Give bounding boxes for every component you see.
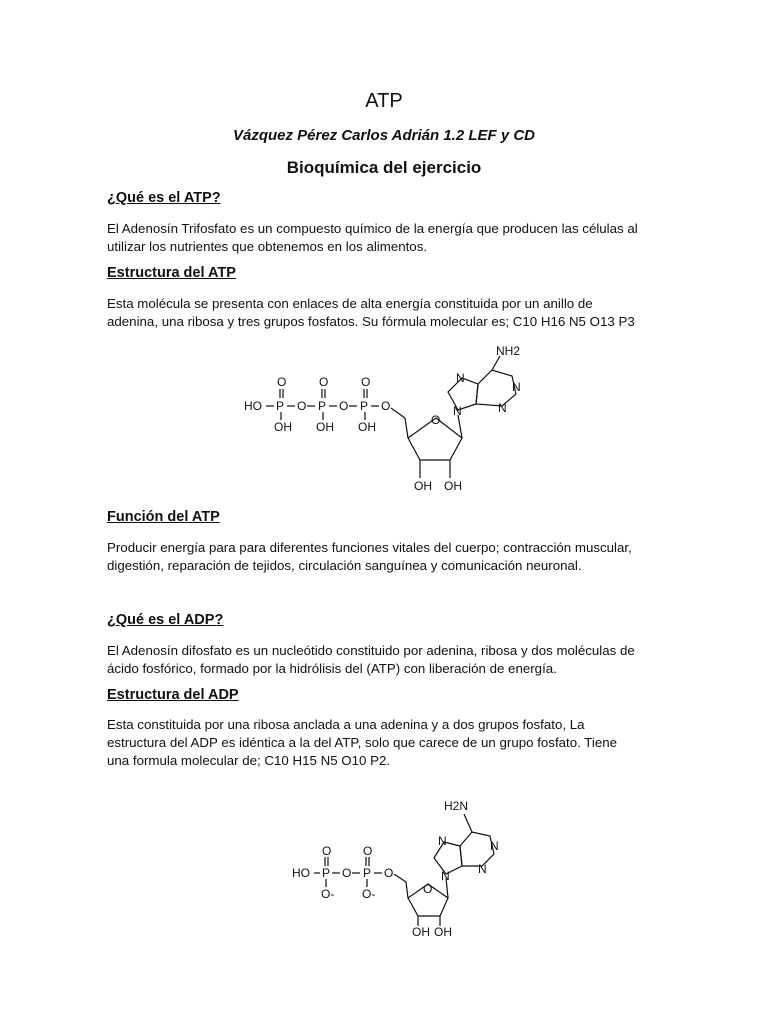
- atp-ring-o-label: O: [431, 413, 441, 427]
- atp-ho-label: HO: [244, 399, 262, 413]
- section-heading-estructura-atp: Estructura del ATP: [107, 265, 236, 281]
- atp-o2-label: O: [319, 375, 329, 389]
- atp-o3-label: O: [361, 375, 371, 389]
- section-paragraph-funcion-atp: [107, 539, 667, 575]
- author-line: Vázquez Pérez Carlos Adrián 1.2 LEF y CD: [232, 127, 536, 144]
- atp-n7-label: N: [456, 371, 465, 385]
- paragraph-line: una formula molecular de; C10 H15 N5 O10 P2.: [107, 753, 391, 768]
- paragraph-line: estructura del ADP es idéntica a la del ATP, solo que carece de un grupo fosfato. Tiene: [107, 735, 618, 750]
- adp-n7-label: N: [438, 834, 447, 848]
- atp-n3-label: N: [498, 401, 507, 415]
- adp-ribose-oh1-label: OH: [412, 925, 430, 939]
- adp-o2-label: O: [363, 844, 373, 858]
- adp-n1-label: N: [490, 839, 499, 853]
- section-heading-estructura-adp: Estructura del ADP: [107, 687, 239, 703]
- adp-h2n-label: H2N: [444, 799, 469, 813]
- atp-structure-diagram: [240, 340, 540, 500]
- paragraph-line: Producir energía para para diferentes funciones vitales del cuerpo; contracción muscular,: [107, 540, 632, 555]
- paragraph-line: digestión, reparación de tejidos, circulación sanguínea y comunicación neuronal.: [107, 558, 582, 573]
- adp-p2-label: P: [363, 866, 372, 880]
- atp-o1-label: O: [277, 375, 287, 389]
- atp-p2-label: P: [318, 399, 327, 413]
- atp-nh2-label: NH2: [496, 344, 521, 358]
- subject-heading: Bioquímica del ejercicio: [286, 158, 482, 177]
- adp-o1-label: O: [322, 844, 332, 858]
- atp-n9-label: N: [453, 404, 462, 418]
- paragraph-line: El Adenosín difosfato es un nucleótido constituido por adenina, ribosa y dos moléculas de: [107, 643, 635, 658]
- atp-p3-label: P: [360, 399, 369, 413]
- adp-structure-diagram: [288, 790, 508, 940]
- atp-oh2-label: OH: [316, 420, 334, 434]
- adp-o-bridge2-label: O: [384, 866, 394, 880]
- document-title: ATP: [365, 90, 403, 112]
- paragraph-line: El Adenosín Trifosfato es un compuesto químico de la energía que producen las células al: [107, 221, 638, 236]
- section-heading-que-es-atp: ¿Qué es el ATP?: [107, 190, 221, 206]
- adp-o-bridge1-label: O: [342, 866, 352, 880]
- atp-ribose-oh1-label: OH: [414, 479, 432, 493]
- atp-o-bridge1-label: O: [297, 399, 307, 413]
- atp-oh3-label: OH: [358, 420, 376, 434]
- atp-ribose-oh2-label: OH: [444, 479, 462, 493]
- section-paragraph-estructura-atp: [107, 295, 667, 331]
- paragraph-line: adenina, una ribosa y tres grupos fosfatos. Su fórmula molecular es; C10 H16 N5 O13 P3: [107, 314, 635, 329]
- adp-o-minus1-label: O-: [321, 887, 335, 901]
- adp-ring-o-label: O: [423, 882, 433, 896]
- section-heading-funcion-atp: Función del ATP: [107, 509, 220, 525]
- paragraph-line: utilizar los nutrientes que obtenemos en los alimentos.: [107, 239, 428, 254]
- section-paragraph-que-es-adp: [107, 642, 667, 678]
- adp-ho-label: HO: [292, 866, 310, 880]
- adp-o-minus2-label: O-: [362, 887, 376, 901]
- adp-p1-label: P: [322, 866, 331, 880]
- adp-n9-label: N: [441, 869, 450, 883]
- paragraph-line: Esta constituida por una ribosa anclada a una adenina y a dos grupos fosfato, La: [107, 717, 585, 732]
- section-heading-que-es-adp: ¿Qué es el ADP?: [107, 612, 224, 628]
- atp-o-bridge3-label: O: [381, 399, 391, 413]
- adp-n3-label: N: [478, 862, 487, 876]
- section-paragraph-estructura-adp: [107, 716, 667, 770]
- atp-p1-label: P: [276, 399, 285, 413]
- atp-o-bridge2-label: O: [339, 399, 349, 413]
- paragraph-line: Esta molécula se presenta con enlaces de alta energía constituida por un anillo de: [107, 296, 593, 311]
- section-paragraph-que-es-atp: [107, 220, 667, 256]
- atp-oh1-label: OH: [274, 420, 292, 434]
- adp-ribose-oh2-label: OH: [434, 925, 452, 939]
- atp-n1-label: N: [512, 380, 521, 394]
- paragraph-line: ácido fosfórico, formado por la hidrólisis del (ATP) con liberación de energía.: [107, 661, 557, 676]
